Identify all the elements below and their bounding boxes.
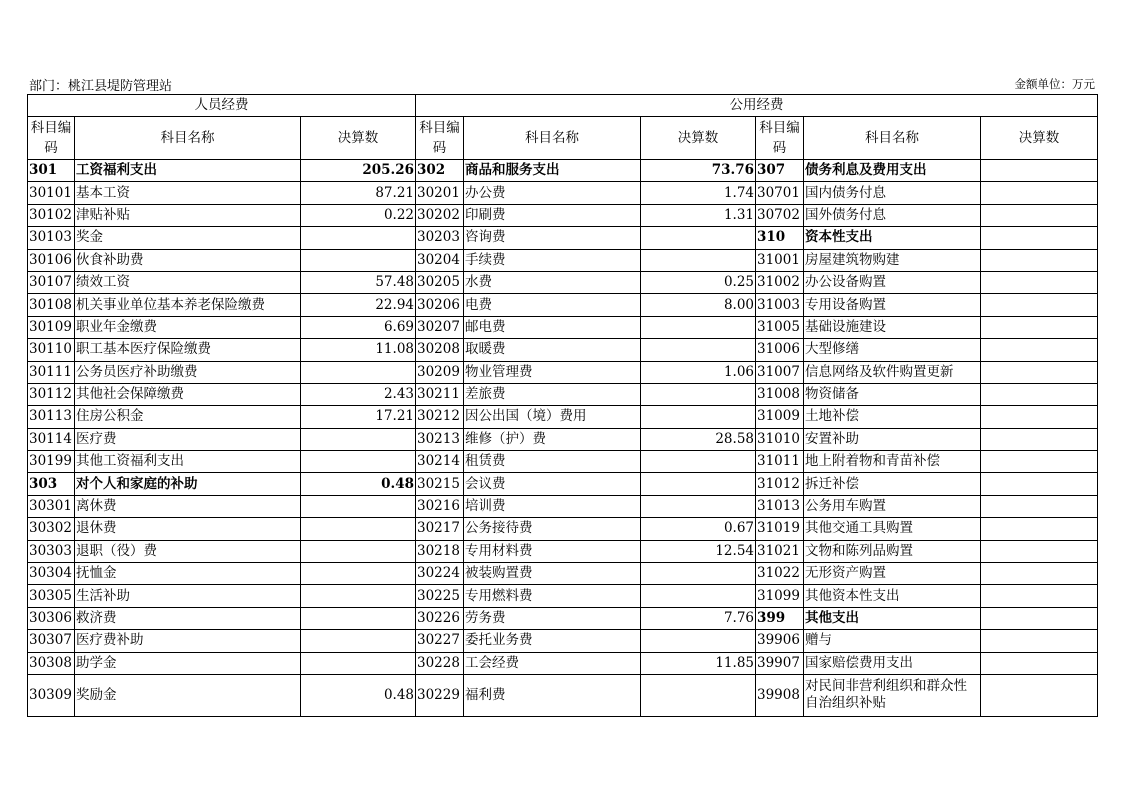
amount-cell: [981, 473, 1098, 495]
code-cell: 31013: [756, 495, 804, 517]
table-row: [28, 428, 1098, 450]
amount-cell: 8.00: [641, 294, 756, 316]
name-cell: 抚恤金: [75, 563, 301, 585]
name-cell: 文物和陈列品购置: [804, 540, 981, 562]
amount-cell: [641, 383, 756, 405]
name-cell: 离休费: [75, 495, 301, 517]
amount-cell: [981, 160, 1098, 182]
table-row: [28, 316, 1098, 338]
code-cell: 30112: [28, 383, 75, 405]
amount-cell: [301, 451, 416, 473]
amount-cell: 28.58: [641, 428, 756, 450]
name-cell: 委托业务费: [464, 630, 641, 652]
name-cell: 其他支出: [804, 607, 981, 629]
code-cell: 30218: [416, 540, 464, 562]
table-row: [28, 204, 1098, 226]
code-cell: 30309: [28, 674, 75, 716]
col-amount-3: 决算数: [981, 117, 1098, 160]
amount-cell: [641, 674, 756, 716]
name-cell: 物业管理费: [464, 361, 641, 383]
name-cell: 其他社会保障缴费: [75, 383, 301, 405]
code-cell: 30205: [416, 271, 464, 293]
name-cell: 公务接待费: [464, 518, 641, 540]
name-cell: 水费: [464, 271, 641, 293]
name-cell: 咨询费: [464, 227, 641, 249]
code-cell: 30306: [28, 607, 75, 629]
amount-cell: [981, 271, 1098, 293]
table-row: [28, 518, 1098, 540]
amount-cell: [981, 451, 1098, 473]
name-cell: 会议费: [464, 473, 641, 495]
amount-cell: [641, 451, 756, 473]
name-cell: 赠与: [804, 630, 981, 652]
table-row: [28, 585, 1098, 607]
amount-cell: [981, 428, 1098, 450]
amount-cell: 0.22: [301, 204, 416, 226]
amount-cell: [301, 540, 416, 562]
amount-cell: [641, 563, 756, 585]
code-cell: 30202: [416, 204, 464, 226]
name-cell: 机关事业单位基本养老保险缴费: [75, 294, 301, 316]
name-cell: 地上附着物和青苗补偿: [804, 451, 981, 473]
amount-cell: [981, 518, 1098, 540]
amount-cell: [301, 428, 416, 450]
amount-cell: [981, 406, 1098, 428]
amount-cell: [981, 652, 1098, 674]
table-row: [28, 652, 1098, 674]
code-cell: 30229: [416, 674, 464, 716]
code-cell: 30103: [28, 227, 75, 249]
amount-cell: [301, 495, 416, 517]
table-row: [28, 674, 1098, 716]
table-row: [28, 227, 1098, 249]
table-row: [28, 563, 1098, 585]
amount-cell: [981, 204, 1098, 226]
amount-cell: 6.69: [301, 316, 416, 338]
section-public: 公用经费: [416, 95, 1098, 117]
unit-label: 金额单位：万元: [1014, 77, 1095, 91]
col-name-2: 科目名称: [464, 117, 641, 160]
amount-cell: 2.43: [301, 383, 416, 405]
code-cell: 30207: [416, 316, 464, 338]
code-cell: 30204: [416, 249, 464, 271]
amount-cell: 17.21: [301, 406, 416, 428]
column-header-row: [28, 117, 1098, 160]
amount-cell: 7.76: [641, 607, 756, 629]
amount-cell: 73.76: [641, 160, 756, 182]
amount-cell: [641, 630, 756, 652]
table-row: [28, 271, 1098, 293]
code-cell: 30213: [416, 428, 464, 450]
table-row: [28, 451, 1098, 473]
code-cell: 31011: [756, 451, 804, 473]
name-cell: 基础设施建设: [804, 316, 981, 338]
name-cell: 办公费: [464, 182, 641, 204]
name-cell: 生活补助: [75, 585, 301, 607]
code-cell: 31006: [756, 339, 804, 361]
code-cell: 31008: [756, 383, 804, 405]
amount-cell: [981, 182, 1098, 204]
code-cell: 30227: [416, 630, 464, 652]
name-cell: 拆迁补偿: [804, 473, 981, 495]
name-cell: 医疗费: [75, 428, 301, 450]
name-cell: 被装购置费: [464, 563, 641, 585]
code-cell: 31099: [756, 585, 804, 607]
table-row: [28, 361, 1098, 383]
amount-cell: [641, 495, 756, 517]
code-cell: 30111: [28, 361, 75, 383]
name-cell: 职业年金缴费: [75, 316, 301, 338]
name-cell: 邮电费: [464, 316, 641, 338]
name-cell: 印刷费: [464, 204, 641, 226]
name-cell: 资本性支出: [804, 227, 981, 249]
name-cell: 房屋建筑物购建: [804, 249, 981, 271]
amount-cell: [301, 607, 416, 629]
code-cell: 310: [756, 227, 804, 249]
name-cell: 专用材料费: [464, 540, 641, 562]
code-cell: 303: [28, 473, 75, 495]
name-cell: 福利费: [464, 674, 641, 716]
amount-cell: [641, 473, 756, 495]
name-cell: 手续费: [464, 249, 641, 271]
section-header-row: [28, 95, 1098, 117]
name-cell: 其他资本性支出: [804, 585, 981, 607]
table-row: [28, 607, 1098, 629]
code-cell: 31002: [756, 271, 804, 293]
code-cell: 30225: [416, 585, 464, 607]
name-cell: 奖励金: [75, 674, 301, 716]
amount-cell: [301, 361, 416, 383]
code-cell: 30106: [28, 249, 75, 271]
col-amount-2: 决算数: [641, 117, 756, 160]
name-cell: 租赁费: [464, 451, 641, 473]
amount-cell: 11.85: [641, 652, 756, 674]
amount-cell: [301, 585, 416, 607]
amount-cell: [301, 249, 416, 271]
amount-cell: [981, 495, 1098, 517]
amount-cell: 205.26: [301, 160, 416, 182]
name-cell: 国内债务付息: [804, 182, 981, 204]
code-cell: 30113: [28, 406, 75, 428]
name-cell: 工会经费: [464, 652, 641, 674]
name-cell: 国外债务付息: [804, 204, 981, 226]
code-cell: 31021: [756, 540, 804, 562]
name-cell: 大型修缮: [804, 339, 981, 361]
code-cell: 30211: [416, 383, 464, 405]
name-cell: 其他工资福利支出: [75, 451, 301, 473]
code-cell: 30304: [28, 563, 75, 585]
amount-cell: [981, 607, 1098, 629]
amount-cell: [641, 249, 756, 271]
code-cell: 31001: [756, 249, 804, 271]
col-code-3: 科目编码: [756, 117, 804, 160]
col-amount-1: 决算数: [301, 117, 416, 160]
code-cell: 30107: [28, 271, 75, 293]
name-cell: 津贴补贴: [75, 204, 301, 226]
amount-cell: [981, 674, 1098, 716]
code-cell: 30206: [416, 294, 464, 316]
code-cell: 30114: [28, 428, 75, 450]
code-cell: 30308: [28, 652, 75, 674]
amount-cell: [981, 361, 1098, 383]
code-cell: 30302: [28, 518, 75, 540]
name-cell: 培训费: [464, 495, 641, 517]
table-row: [28, 339, 1098, 361]
report-page: [27, 72, 1097, 717]
name-cell: 劳务费: [464, 607, 641, 629]
table-row: [28, 406, 1098, 428]
amount-cell: [641, 316, 756, 338]
amount-cell: [981, 585, 1098, 607]
name-cell: 差旅费: [464, 383, 641, 405]
code-cell: 31019: [756, 518, 804, 540]
col-code-2: 科目编码: [416, 117, 464, 160]
name-cell: 基本工资: [75, 182, 301, 204]
name-cell: 信息网络及软件购置更新: [804, 361, 981, 383]
amount-cell: 57.48: [301, 271, 416, 293]
col-name-3: 科目名称: [804, 117, 981, 160]
name-cell: 其他交通工具购置: [804, 518, 981, 540]
code-cell: 30224: [416, 563, 464, 585]
amount-cell: 87.21: [301, 182, 416, 204]
name-cell: 商品和服务支出: [464, 160, 641, 182]
code-cell: 30208: [416, 339, 464, 361]
code-cell: 39907: [756, 652, 804, 674]
amount-cell: [981, 339, 1098, 361]
name-cell: 安置补助: [804, 428, 981, 450]
name-cell: 绩效工资: [75, 271, 301, 293]
amount-cell: [641, 585, 756, 607]
col-code-1: 科目编码: [28, 117, 75, 160]
code-cell: 30301: [28, 495, 75, 517]
amount-cell: [301, 227, 416, 249]
amount-cell: [641, 339, 756, 361]
code-cell: 31005: [756, 316, 804, 338]
amount-cell: [981, 249, 1098, 271]
code-cell: 301: [28, 160, 75, 182]
code-cell: 30215: [416, 473, 464, 495]
table-row: [28, 540, 1098, 562]
name-cell: 对个人和家庭的补助: [75, 473, 301, 495]
name-cell: 退休费: [75, 518, 301, 540]
name-cell: 办公设备购置: [804, 271, 981, 293]
name-cell: 电费: [464, 294, 641, 316]
code-cell: 30199: [28, 451, 75, 473]
report-header: [27, 72, 1097, 94]
department-label: 部门：桃江县堤防管理站: [29, 79, 173, 94]
name-cell: 公务员医疗补助缴费: [75, 361, 301, 383]
name-cell: 专用燃料费: [464, 585, 641, 607]
code-cell: 30201: [416, 182, 464, 204]
name-cell: 奖金: [75, 227, 301, 249]
code-cell: 30228: [416, 652, 464, 674]
table-body: [28, 95, 1098, 717]
amount-cell: 1.31: [641, 204, 756, 226]
col-name-1: 科目名称: [75, 117, 301, 160]
table-row: [28, 182, 1098, 204]
name-cell: 债务利息及费用支出: [804, 160, 981, 182]
name-cell: 维修（护）费: [464, 428, 641, 450]
name-cell: 工资福利支出: [75, 160, 301, 182]
code-cell: 30101: [28, 182, 75, 204]
name-cell: 专用设备购置: [804, 294, 981, 316]
code-cell: 30303: [28, 540, 75, 562]
amount-cell: 0.25: [641, 271, 756, 293]
amount-cell: [981, 563, 1098, 585]
code-cell: 30214: [416, 451, 464, 473]
name-cell: 职工基本医疗保险缴费: [75, 339, 301, 361]
amount-cell: 11.08: [301, 339, 416, 361]
amount-cell: [981, 294, 1098, 316]
name-cell: 物资储备: [804, 383, 981, 405]
amount-cell: 12.54: [641, 540, 756, 562]
table-row: [28, 249, 1098, 271]
amount-cell: [301, 652, 416, 674]
name-cell: 伙食补助费: [75, 249, 301, 271]
amount-cell: [981, 316, 1098, 338]
code-cell: 30109: [28, 316, 75, 338]
code-cell: 31022: [756, 563, 804, 585]
section-personnel: 人员经费: [28, 95, 416, 117]
code-cell: 31007: [756, 361, 804, 383]
expenditure-table: [27, 94, 1098, 717]
table-row: [28, 294, 1098, 316]
name-cell: 土地补偿: [804, 406, 981, 428]
name-cell: 取暖费: [464, 339, 641, 361]
amount-cell: [981, 540, 1098, 562]
name-cell: 无形资产购置: [804, 563, 981, 585]
amount-cell: [641, 406, 756, 428]
code-cell: 39906: [756, 630, 804, 652]
code-cell: 30217: [416, 518, 464, 540]
table-row: [28, 630, 1098, 652]
code-cell: 30702: [756, 204, 804, 226]
code-cell: 302: [416, 160, 464, 182]
amount-cell: 1.74: [641, 182, 756, 204]
amount-cell: 0.48: [301, 473, 416, 495]
amount-cell: 0.67: [641, 518, 756, 540]
code-cell: 30212: [416, 406, 464, 428]
code-cell: 30203: [416, 227, 464, 249]
code-cell: 30102: [28, 204, 75, 226]
amount-cell: [981, 630, 1098, 652]
name-cell: 救济费: [75, 607, 301, 629]
code-cell: 30209: [416, 361, 464, 383]
amount-cell: [981, 227, 1098, 249]
code-cell: 30226: [416, 607, 464, 629]
name-cell: 住房公积金: [75, 406, 301, 428]
name-cell: 助学金: [75, 652, 301, 674]
code-cell: 30701: [756, 182, 804, 204]
name-cell: 对民间非营利组织和群众性自治组织补贴: [804, 674, 981, 716]
table-row: [28, 473, 1098, 495]
name-cell: 退职（役）费: [75, 540, 301, 562]
code-cell: 39908: [756, 674, 804, 716]
amount-cell: 1.06: [641, 361, 756, 383]
code-cell: 30307: [28, 630, 75, 652]
name-cell: 因公出国（境）费用: [464, 406, 641, 428]
amount-cell: 22.94: [301, 294, 416, 316]
code-cell: 30216: [416, 495, 464, 517]
code-cell: 30305: [28, 585, 75, 607]
code-cell: 31012: [756, 473, 804, 495]
code-cell: 30110: [28, 339, 75, 361]
code-cell: 307: [756, 160, 804, 182]
table-row: [28, 160, 1098, 182]
code-cell: 31009: [756, 406, 804, 428]
code-cell: 31010: [756, 428, 804, 450]
name-cell: 国家赔偿费用支出: [804, 652, 981, 674]
amount-cell: [301, 563, 416, 585]
code-cell: 30108: [28, 294, 75, 316]
amount-cell: [981, 383, 1098, 405]
amount-cell: [301, 630, 416, 652]
table-row: [28, 383, 1098, 405]
amount-cell: [641, 227, 756, 249]
name-cell: 医疗费补助: [75, 630, 301, 652]
table-row: [28, 495, 1098, 517]
code-cell: 31003: [756, 294, 804, 316]
code-cell: 399: [756, 607, 804, 629]
name-cell: 公务用车购置: [804, 495, 981, 517]
amount-cell: 0.48: [301, 674, 416, 716]
amount-cell: [301, 518, 416, 540]
